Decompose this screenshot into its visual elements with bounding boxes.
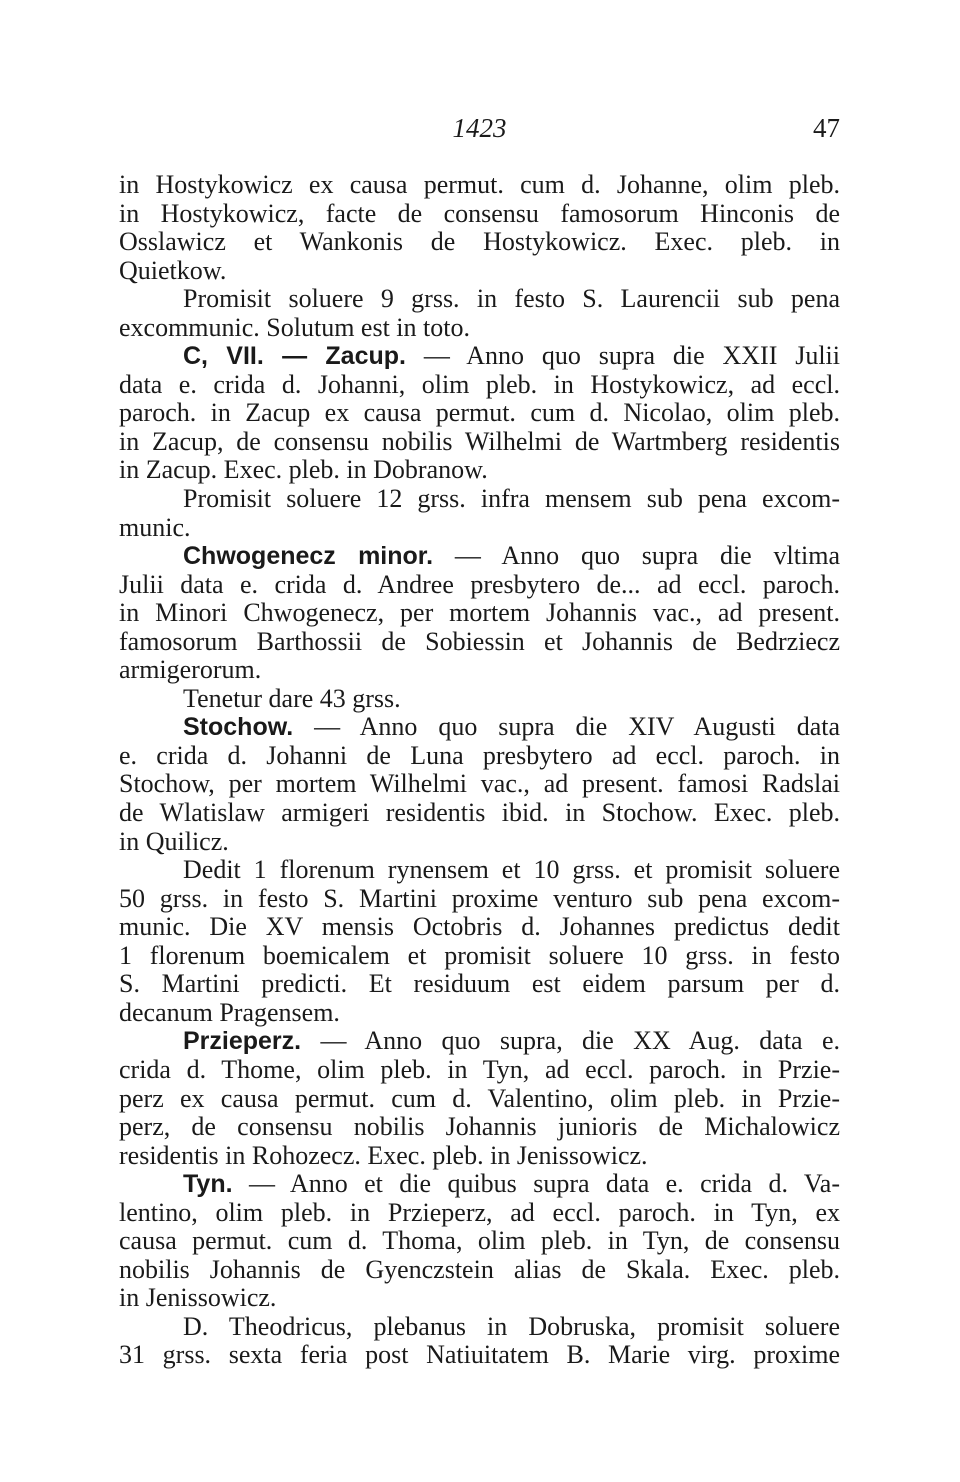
text-line bbox=[119, 371, 840, 400]
text-line bbox=[119, 1027, 840, 1056]
text-line bbox=[119, 599, 840, 628]
text-line bbox=[119, 770, 840, 799]
line-text: armigerorum. bbox=[119, 655, 262, 685]
text-line bbox=[119, 571, 840, 600]
text-line bbox=[119, 1142, 840, 1171]
entry-heading: Chwogenecz minor. bbox=[183, 542, 434, 571]
line-text: perz ex causa permut. cum d. Valentino, olim pleb. in Prziе- bbox=[119, 1083, 840, 1113]
register-entry bbox=[119, 171, 840, 342]
line-text: Julii data e. crida d. Andree presbytero de... ad eccl. paroch. bbox=[119, 569, 840, 599]
line-text: de Wlatislaw armigeri residentis ibid. in Stochow. Exec. pleb. bbox=[119, 798, 840, 828]
text-line bbox=[119, 542, 840, 571]
line-text: in Jenissowicz. bbox=[119, 1283, 277, 1313]
line-text: — Anno quo supra die XIV Augusti data bbox=[293, 712, 840, 742]
text-line bbox=[119, 456, 840, 485]
text-line bbox=[119, 1170, 840, 1199]
line-text: perz, de consensu nobilis Johannis junioris de Michalowicz bbox=[119, 1112, 840, 1142]
text-line bbox=[119, 1256, 840, 1285]
line-text: excommunic. Solutum est in toto. bbox=[119, 312, 470, 342]
text-line bbox=[119, 514, 840, 543]
line-text: Stochow, per mortem Wilhelmi vac., ad present. famosi Radslai bbox=[119, 769, 840, 799]
line-text: in Hostykowicz ex causa permut. cum d. Johanne, olim pleb. bbox=[119, 170, 840, 199]
register-entry bbox=[119, 542, 840, 713]
text-line bbox=[119, 999, 840, 1028]
text-line bbox=[119, 485, 840, 514]
text-line bbox=[119, 970, 840, 999]
line-text: nobilis Johannis de Gyenczstein alias de Skala. Exec. pleb. bbox=[119, 1254, 840, 1284]
register-entry bbox=[119, 713, 840, 1027]
line-text: decanum Pragensem. bbox=[119, 997, 340, 1027]
line-text: 50 grss. in festo S. Martini proxime venturo sub pena excom- bbox=[119, 883, 840, 913]
line-text: in Minori Chwogenecz, per mortem Johannis vac., ad present. bbox=[119, 598, 840, 628]
text-line bbox=[119, 628, 840, 657]
line-text: famosorum Barthossii de Sobiessin et Johannis de Bedrziecz bbox=[119, 626, 840, 656]
text-line bbox=[119, 1113, 840, 1142]
line-text: Quietkow. bbox=[119, 255, 227, 285]
register-entry bbox=[119, 342, 840, 542]
body-text bbox=[119, 171, 840, 1370]
line-text: paroch. in Zacup ex causa permut. cum d. Nicolao, olim pleb. bbox=[119, 398, 840, 428]
line-text: Osslawicz et Wankonis de Hostykowicz. Exec. pleb. in bbox=[119, 227, 840, 257]
page-year: 1423 bbox=[452, 113, 507, 143]
line-text: — Anno quo supra die vltima bbox=[433, 541, 840, 571]
line-text: causa permut. cum d. Thoma, olim pleb. in Tyn, de consensu bbox=[119, 1226, 840, 1256]
line-text: — Anno quo supra, die XX Aug. data e. bbox=[301, 1026, 840, 1056]
entry-heading: Przieperz. bbox=[183, 1027, 302, 1056]
text-line bbox=[119, 1199, 840, 1228]
entry-heading: Stochow. bbox=[183, 713, 294, 742]
line-text: data e. crida d. Johanni, olim pleb. in Hostykowicz, ad eccl. bbox=[119, 369, 840, 399]
text-line bbox=[119, 428, 840, 457]
line-text: Promisit soluere 9 grss. in festo S. Laurencii sub pena bbox=[183, 284, 840, 314]
line-text: in Quilicz. bbox=[119, 826, 229, 856]
text-line bbox=[119, 200, 840, 229]
text-line bbox=[119, 1313, 840, 1342]
line-text: munic. Die XV mensis Octobris d. Johannes predictus dedit bbox=[119, 912, 840, 942]
line-text: munic. bbox=[119, 512, 191, 542]
line-text: in Zacup, de consensu nobilis Wilhelmi de Wartmberg residentis bbox=[119, 426, 840, 456]
text-line bbox=[119, 885, 840, 914]
register-entry bbox=[119, 1170, 840, 1313]
line-text: S. Martini predicti. Et residuum est eidem parsum per d. bbox=[119, 969, 840, 999]
text-line bbox=[119, 1341, 840, 1370]
text-line bbox=[119, 1227, 840, 1256]
line-text: 31 grss. sexta feria post Natiuitatem B. Marie virg. proxime bbox=[119, 1340, 840, 1370]
running-header bbox=[119, 110, 840, 146]
text-line bbox=[119, 856, 840, 885]
line-text: — Anno quo supra die XXII Julii bbox=[405, 341, 840, 371]
line-text: D. Theodricus, plebanus in Dobruska, promisit soluere bbox=[183, 1311, 840, 1341]
text-line bbox=[119, 1056, 840, 1085]
text-line bbox=[119, 171, 840, 200]
register-entry bbox=[119, 1313, 840, 1370]
line-text: 1 florenum boemicalem et promisit soluere 10 grss. in festo bbox=[119, 940, 840, 970]
page-number: 47 bbox=[813, 113, 840, 143]
text-line bbox=[119, 314, 840, 343]
text-line bbox=[119, 656, 840, 685]
text-line bbox=[119, 257, 840, 286]
text-line bbox=[119, 228, 840, 257]
line-text: in Hostykowicz, facte de consensu famosorum Hinconis de bbox=[119, 198, 840, 228]
text-line bbox=[119, 799, 840, 828]
line-text: e. crida d. Johanni de Luna presbytero ad eccl. paroch. in bbox=[119, 740, 840, 770]
text-line bbox=[119, 685, 840, 714]
line-text: residentis in Rohozecz. Exec. pleb. in Jenissowicz. bbox=[119, 1140, 648, 1170]
text-line bbox=[119, 942, 840, 971]
line-text: Tenetur dare 43 grss. bbox=[183, 683, 401, 713]
text-line bbox=[119, 1085, 840, 1114]
text-line bbox=[119, 713, 840, 742]
text-line bbox=[119, 742, 840, 771]
text-line bbox=[119, 828, 840, 857]
line-text: — Anno et die quibus supra data e. crida d. Va- bbox=[232, 1169, 840, 1199]
text-line bbox=[119, 913, 840, 942]
entry-heading: Tyn. bbox=[183, 1170, 233, 1199]
text-line bbox=[119, 342, 840, 371]
entry-heading: C, VII. — Zacup. bbox=[183, 342, 406, 371]
text-line bbox=[119, 285, 840, 314]
line-text: Promisit soluere 12 grss. infra mensem sub pena excom- bbox=[183, 484, 840, 514]
line-text: lentino, olim pleb. in Przieperz, ad eccl. paroch. in Tyn, ex bbox=[119, 1197, 840, 1227]
register-entry bbox=[119, 1027, 840, 1170]
line-text: crida d. Thome, olim pleb. in Tyn, ad eccl. paroch. in Prziе- bbox=[119, 1054, 840, 1084]
text-line bbox=[119, 1284, 840, 1313]
text-line bbox=[119, 399, 840, 428]
line-text: Dedit 1 florenum rynensem et 10 grss. et promisit soluere bbox=[183, 855, 840, 885]
line-text: in Zacup. Exec. pleb. in Dobranow. bbox=[119, 455, 488, 485]
